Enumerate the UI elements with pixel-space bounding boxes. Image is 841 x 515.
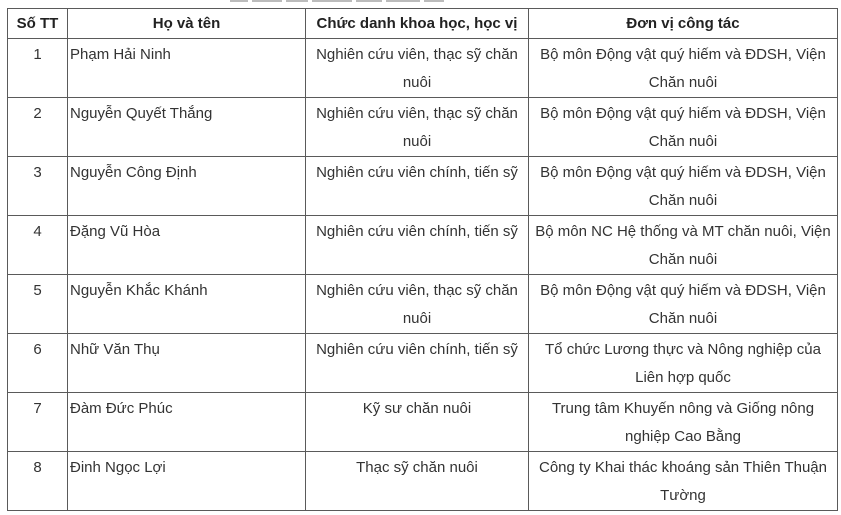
header-row (8, 9, 838, 39)
members-table-container (7, 8, 838, 511)
cell-name: Phạm Hải Ninh (68, 39, 306, 98)
cell-title: Nghiên cứu viên chính, tiến sỹ (306, 334, 529, 393)
cell-unit: Tổ chức Lương thực và Nông nghiệp của Liên hợp quốc (529, 334, 838, 393)
cell-name: Đặng Vũ Hòa (68, 216, 306, 275)
cell-stt: 4 (8, 216, 68, 275)
table-row (8, 275, 838, 334)
header-name: Họ và tên (68, 9, 306, 39)
cell-stt: 2 (8, 98, 68, 157)
cell-unit: Bộ môn Động vật quý hiếm và ĐDSH, Viện Chăn nuôi (529, 275, 838, 334)
cell-name: Đinh Ngọc Lợi (68, 452, 306, 511)
table-row (8, 452, 838, 511)
cell-title: Nghiên cứu viên, thạc sỹ chăn nuôi (306, 275, 529, 334)
members-table (7, 8, 838, 511)
cell-stt: 1 (8, 39, 68, 98)
cell-stt: 6 (8, 334, 68, 393)
header-title: Chức danh khoa học, học vị (306, 9, 529, 39)
cell-name: Nguyễn Khắc Khánh (68, 275, 306, 334)
cell-title: Nghiên cứu viên, thạc sỹ chăn nuôi (306, 98, 529, 157)
cell-title: Nghiên cứu viên chính, tiến sỹ (306, 157, 529, 216)
cell-unit: Bộ môn Động vật quý hiếm và ĐDSH, Viện Chăn nuôi (529, 157, 838, 216)
table-row (8, 393, 838, 452)
table-header (8, 9, 838, 39)
cell-unit: Công ty Khai thác khoáng sản Thiên Thuận Tường (529, 452, 838, 511)
cell-title: Thạc sỹ chăn nuôi (306, 452, 529, 511)
cropped-text-above-table (230, 0, 490, 4)
table-row (8, 216, 838, 275)
cell-stt: 8 (8, 452, 68, 511)
cell-title: Nghiên cứu viên, thạc sỹ chăn nuôi (306, 39, 529, 98)
cell-name: Nhữ Văn Thụ (68, 334, 306, 393)
cell-unit: Bộ môn Động vật quý hiếm và ĐDSH, Viện Chăn nuôi (529, 39, 838, 98)
cell-title: Kỹ sư chăn nuôi (306, 393, 529, 452)
cell-stt: 3 (8, 157, 68, 216)
cell-stt: 7 (8, 393, 68, 452)
header-unit: Đơn vị công tác (529, 9, 838, 39)
table-row (8, 98, 838, 157)
cell-unit: Trung tâm Khuyến nông và Giống nông nghiệp Cao Bằng (529, 393, 838, 452)
table-row (8, 39, 838, 98)
cell-unit: Bộ môn NC Hệ thống và MT chăn nuôi, Viện Chăn nuôi (529, 216, 838, 275)
cell-name: Đàm Đức Phúc (68, 393, 306, 452)
table-body (8, 39, 838, 511)
cell-name: Nguyễn Quyết Thắng (68, 98, 306, 157)
cell-stt: 5 (8, 275, 68, 334)
cell-title: Nghiên cứu viên chính, tiến sỹ (306, 216, 529, 275)
cell-name: Nguyễn Công Định (68, 157, 306, 216)
header-stt: Số TT (8, 9, 68, 39)
cell-unit: Bộ môn Động vật quý hiếm và ĐDSH, Viện Chăn nuôi (529, 98, 838, 157)
table-row (8, 334, 838, 393)
table-row (8, 157, 838, 216)
